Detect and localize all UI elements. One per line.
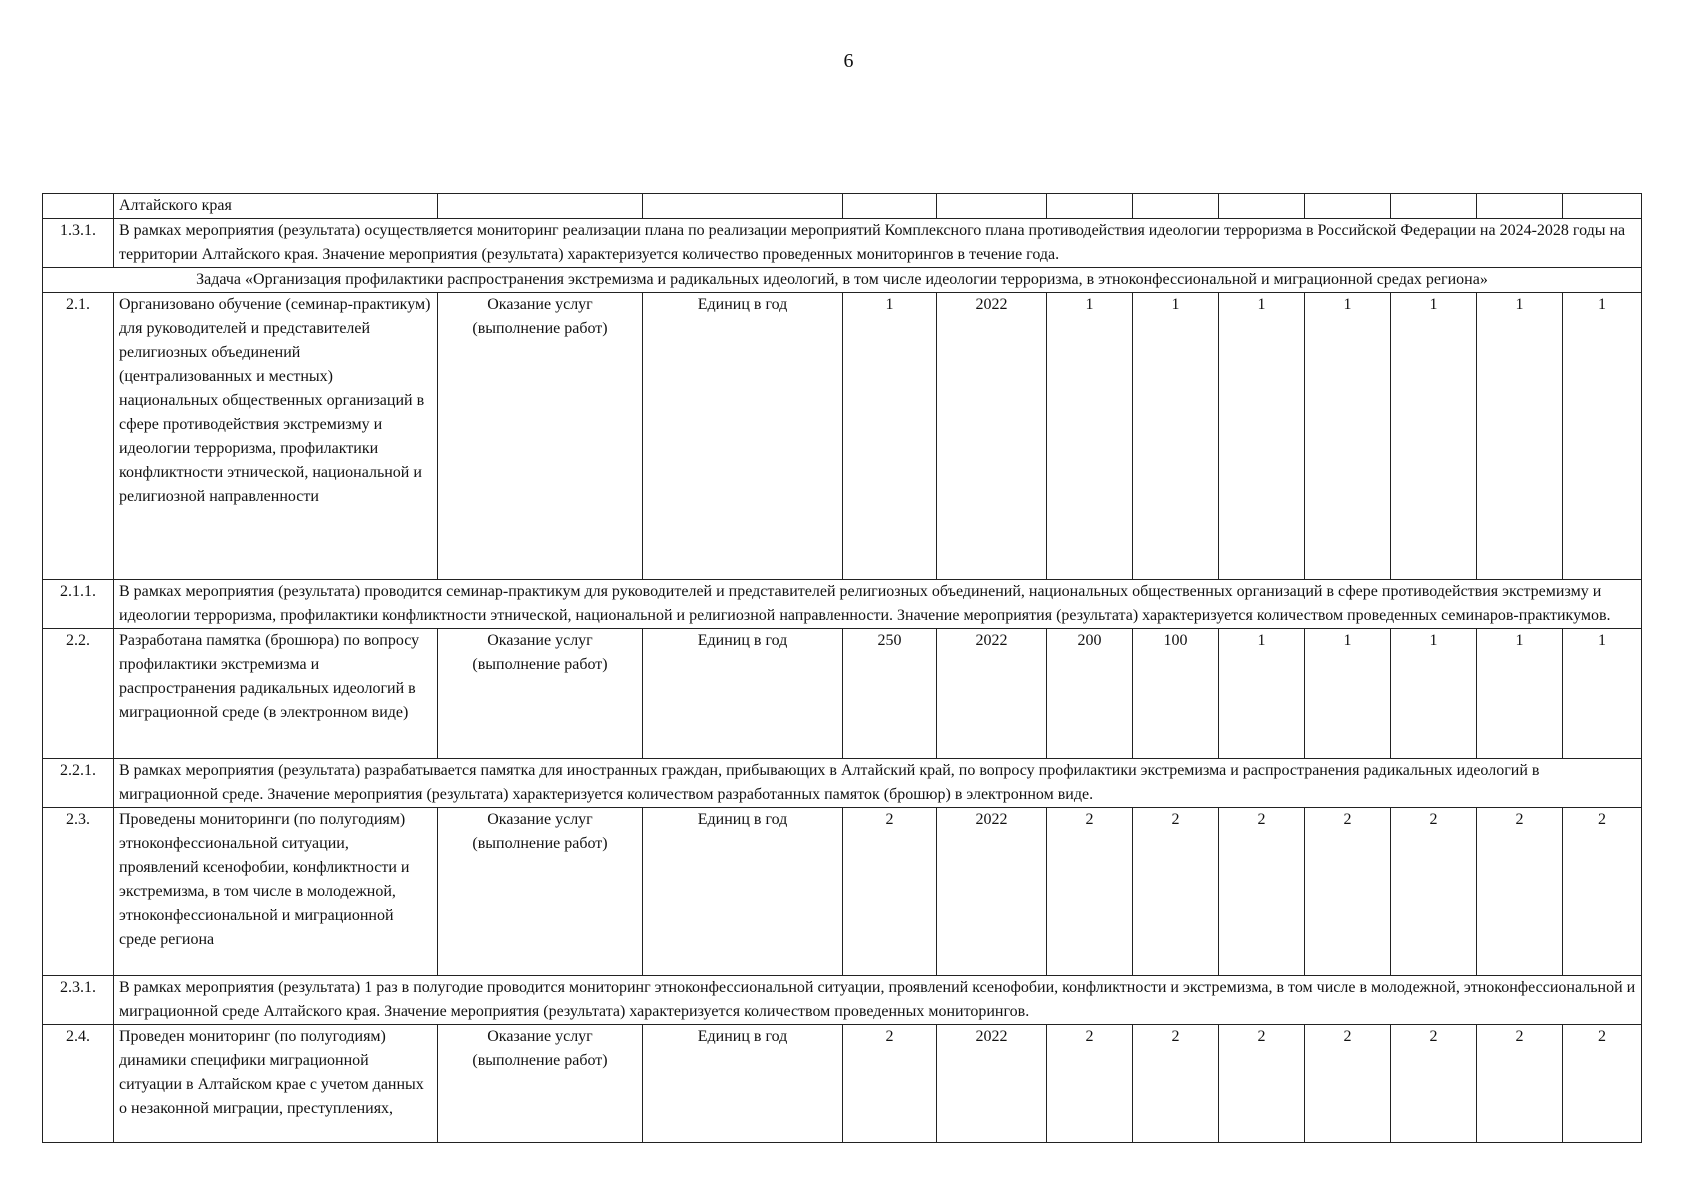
note-number: 2.1.1.: [43, 580, 114, 629]
table-row: [43, 808, 1642, 976]
empty-cell: [1219, 194, 1305, 219]
unit-cell: Единиц в год: [643, 293, 843, 580]
row-number-cell: 2.3.: [43, 808, 114, 976]
year-value-cell: 2: [1563, 808, 1642, 976]
year-value-cell: 1: [1563, 293, 1642, 580]
year-value-cell: 2: [1477, 808, 1563, 976]
year-value-cell: 200: [1047, 629, 1133, 759]
base-year-cell: 2022: [937, 808, 1047, 976]
year-value-cell: 1: [1563, 629, 1642, 759]
empty-cell: [438, 194, 643, 219]
note-row: [43, 759, 1642, 808]
year-value-cell: 2: [1305, 1025, 1391, 1143]
year-value-cell: 1: [1477, 293, 1563, 580]
empty-cell: [643, 194, 843, 219]
base-year-cell: 2022: [937, 629, 1047, 759]
year-value-cell: 2: [1047, 808, 1133, 976]
table-row: [43, 629, 1642, 759]
base-year-cell: 2022: [937, 1025, 1047, 1143]
year-value-cell: 2: [1391, 808, 1477, 976]
year-value-cell: 1: [1305, 629, 1391, 759]
empty-cell: [843, 194, 937, 219]
empty-cell: [1047, 194, 1133, 219]
year-value-cell: 2: [1563, 1025, 1642, 1143]
unit-cell: Единиц в год: [643, 1025, 843, 1143]
year-value-cell: 1: [1219, 629, 1305, 759]
empty-cell: [1391, 194, 1477, 219]
empty-cell: [937, 194, 1047, 219]
year-value-cell: 100: [1133, 629, 1219, 759]
note-text: В рамках мероприятия (результата) осуществляется мониторинг реализации плана по реализации мероприятий Комплексного плана противодействия идеологии терроризма в Российской Федерации на 2024-2028 годы на территории Алтайского края. Значение мероприятия (результата) характеризуется количество проведенных мониторингов в течение года.: [114, 219, 1642, 268]
row-number-cell: 2.4.: [43, 1025, 114, 1143]
unit-cell: Единиц в год: [643, 629, 843, 759]
year-value-cell: 1: [1133, 293, 1219, 580]
base-year-cell: 2022: [937, 293, 1047, 580]
base-value-cell: 2: [843, 808, 937, 976]
year-value-cell: 1: [1391, 293, 1477, 580]
empty-cell: [1477, 194, 1563, 219]
note-row: [43, 580, 1642, 629]
unit-cell: Единиц в год: [643, 808, 843, 976]
base-value-cell: 250: [843, 629, 937, 759]
task-row: [43, 268, 1642, 293]
result-type-cell: Оказание услуг (выполнение работ): [438, 808, 643, 976]
note-row: [43, 219, 1642, 268]
indicators-table: [42, 193, 1642, 1143]
note-text: В рамках мероприятия (результата) 1 раз в полугодие проводится мониторинг этноконфессиональной ситуации, проявлений ксенофобии, конфликтности и экстремизма, в том числе в молодежной, этноконфессиональной и миграционной среде Алтайского края. Значение мероприятия (результата) характеризуется количеством проведенных мониторингов.: [114, 976, 1642, 1025]
note-number: 1.3.1.: [43, 219, 114, 268]
note-text: В рамках мероприятия (результата) разрабатывается памятка для иностранных граждан, прибывающих в Алтайский край, по вопросу профилактики экстремизма и распространения радикальных идеологий в миграционной среде. Значение мероприятия (результата) характеризуется количеством разработанных памяток (брошюр) в электронном виде.: [114, 759, 1642, 808]
table-row: [43, 194, 1642, 219]
year-value-cell: 2: [1047, 1025, 1133, 1143]
year-value-cell: 2: [1305, 808, 1391, 976]
row-number-cell: [43, 194, 114, 219]
result-type-cell: Оказание услуг (выполнение работ): [438, 293, 643, 580]
note-number: 2.3.1.: [43, 976, 114, 1025]
year-value-cell: 1: [1391, 629, 1477, 759]
table-row: [43, 1025, 1642, 1143]
year-value-cell: 2: [1219, 1025, 1305, 1143]
result-type-cell: Оказание услуг (выполнение работ): [438, 1025, 643, 1143]
base-value-cell: 1: [843, 293, 937, 580]
year-value-cell: 1: [1305, 293, 1391, 580]
result-name-cell: Проведены мониторинги (по полугодиям) этноконфессиональной ситуации, проявлений ксенофобии, конфликтности и экстремизма, в том числе в молодежной, этноконфессиональной и миграционной среде региона: [114, 808, 438, 976]
year-value-cell: 2: [1391, 1025, 1477, 1143]
row-number-cell: 2.2.: [43, 629, 114, 759]
row-number-cell: 2.1.: [43, 293, 114, 580]
year-value-cell: 1: [1047, 293, 1133, 580]
task-heading: Задача «Организация профилактики распространения экстремизма и радикальных идеологий, в том числе идеологии терроризма, в этноконфессиональной и миграционной средах региона»: [43, 268, 1642, 293]
year-value-cell: 1: [1477, 629, 1563, 759]
year-value-cell: 1: [1219, 293, 1305, 580]
page-number: 6: [843, 50, 854, 72]
note-number: 2.2.1.: [43, 759, 114, 808]
result-name-cell: Алтайского края: [114, 194, 438, 219]
year-value-cell: 2: [1133, 808, 1219, 976]
result-name-cell: Проведен мониторинг (по полугодиям) динамики специфики миграционной ситуации в Алтайском крае с учетом данных о незаконной миграции, преступлениях,: [114, 1025, 438, 1143]
empty-cell: [1133, 194, 1219, 219]
year-value-cell: 2: [1219, 808, 1305, 976]
empty-cell: [1305, 194, 1391, 219]
base-value-cell: 2: [843, 1025, 937, 1143]
note-text: В рамках мероприятия (результата) проводится семинар-практикум для руководителей и представителей религиозных объединений, национальных общественных организаций в сфере противодействия экстремизму и идеологии терроризма, профилактики конфликтности этнической, национальной и религиозной направленности. Значение мероприятия (результата) характеризуется количеством проведенных семинаров-практикумов.: [114, 580, 1642, 629]
empty-cell: [1563, 194, 1642, 219]
year-value-cell: 2: [1133, 1025, 1219, 1143]
result-name-cell: Разработана памятка (брошюра) по вопросу профилактики экстремизма и распространения радикальных идеологий в миграционной среде (в электронном виде): [114, 629, 438, 759]
result-type-cell: Оказание услуг (выполнение работ): [438, 629, 643, 759]
table-row: [43, 293, 1642, 580]
note-row: [43, 976, 1642, 1025]
result-name-cell: Организовано обучение (семинар-практикум) для руководителей и представителей религиозных объединений (централизованных и местных) национальных общественных организаций в сфере противодействия экстремизму и идеологии терроризма, профилактики конфликтности этнической, национальной и религиозной направленности: [114, 293, 438, 580]
year-value-cell: 2: [1477, 1025, 1563, 1143]
